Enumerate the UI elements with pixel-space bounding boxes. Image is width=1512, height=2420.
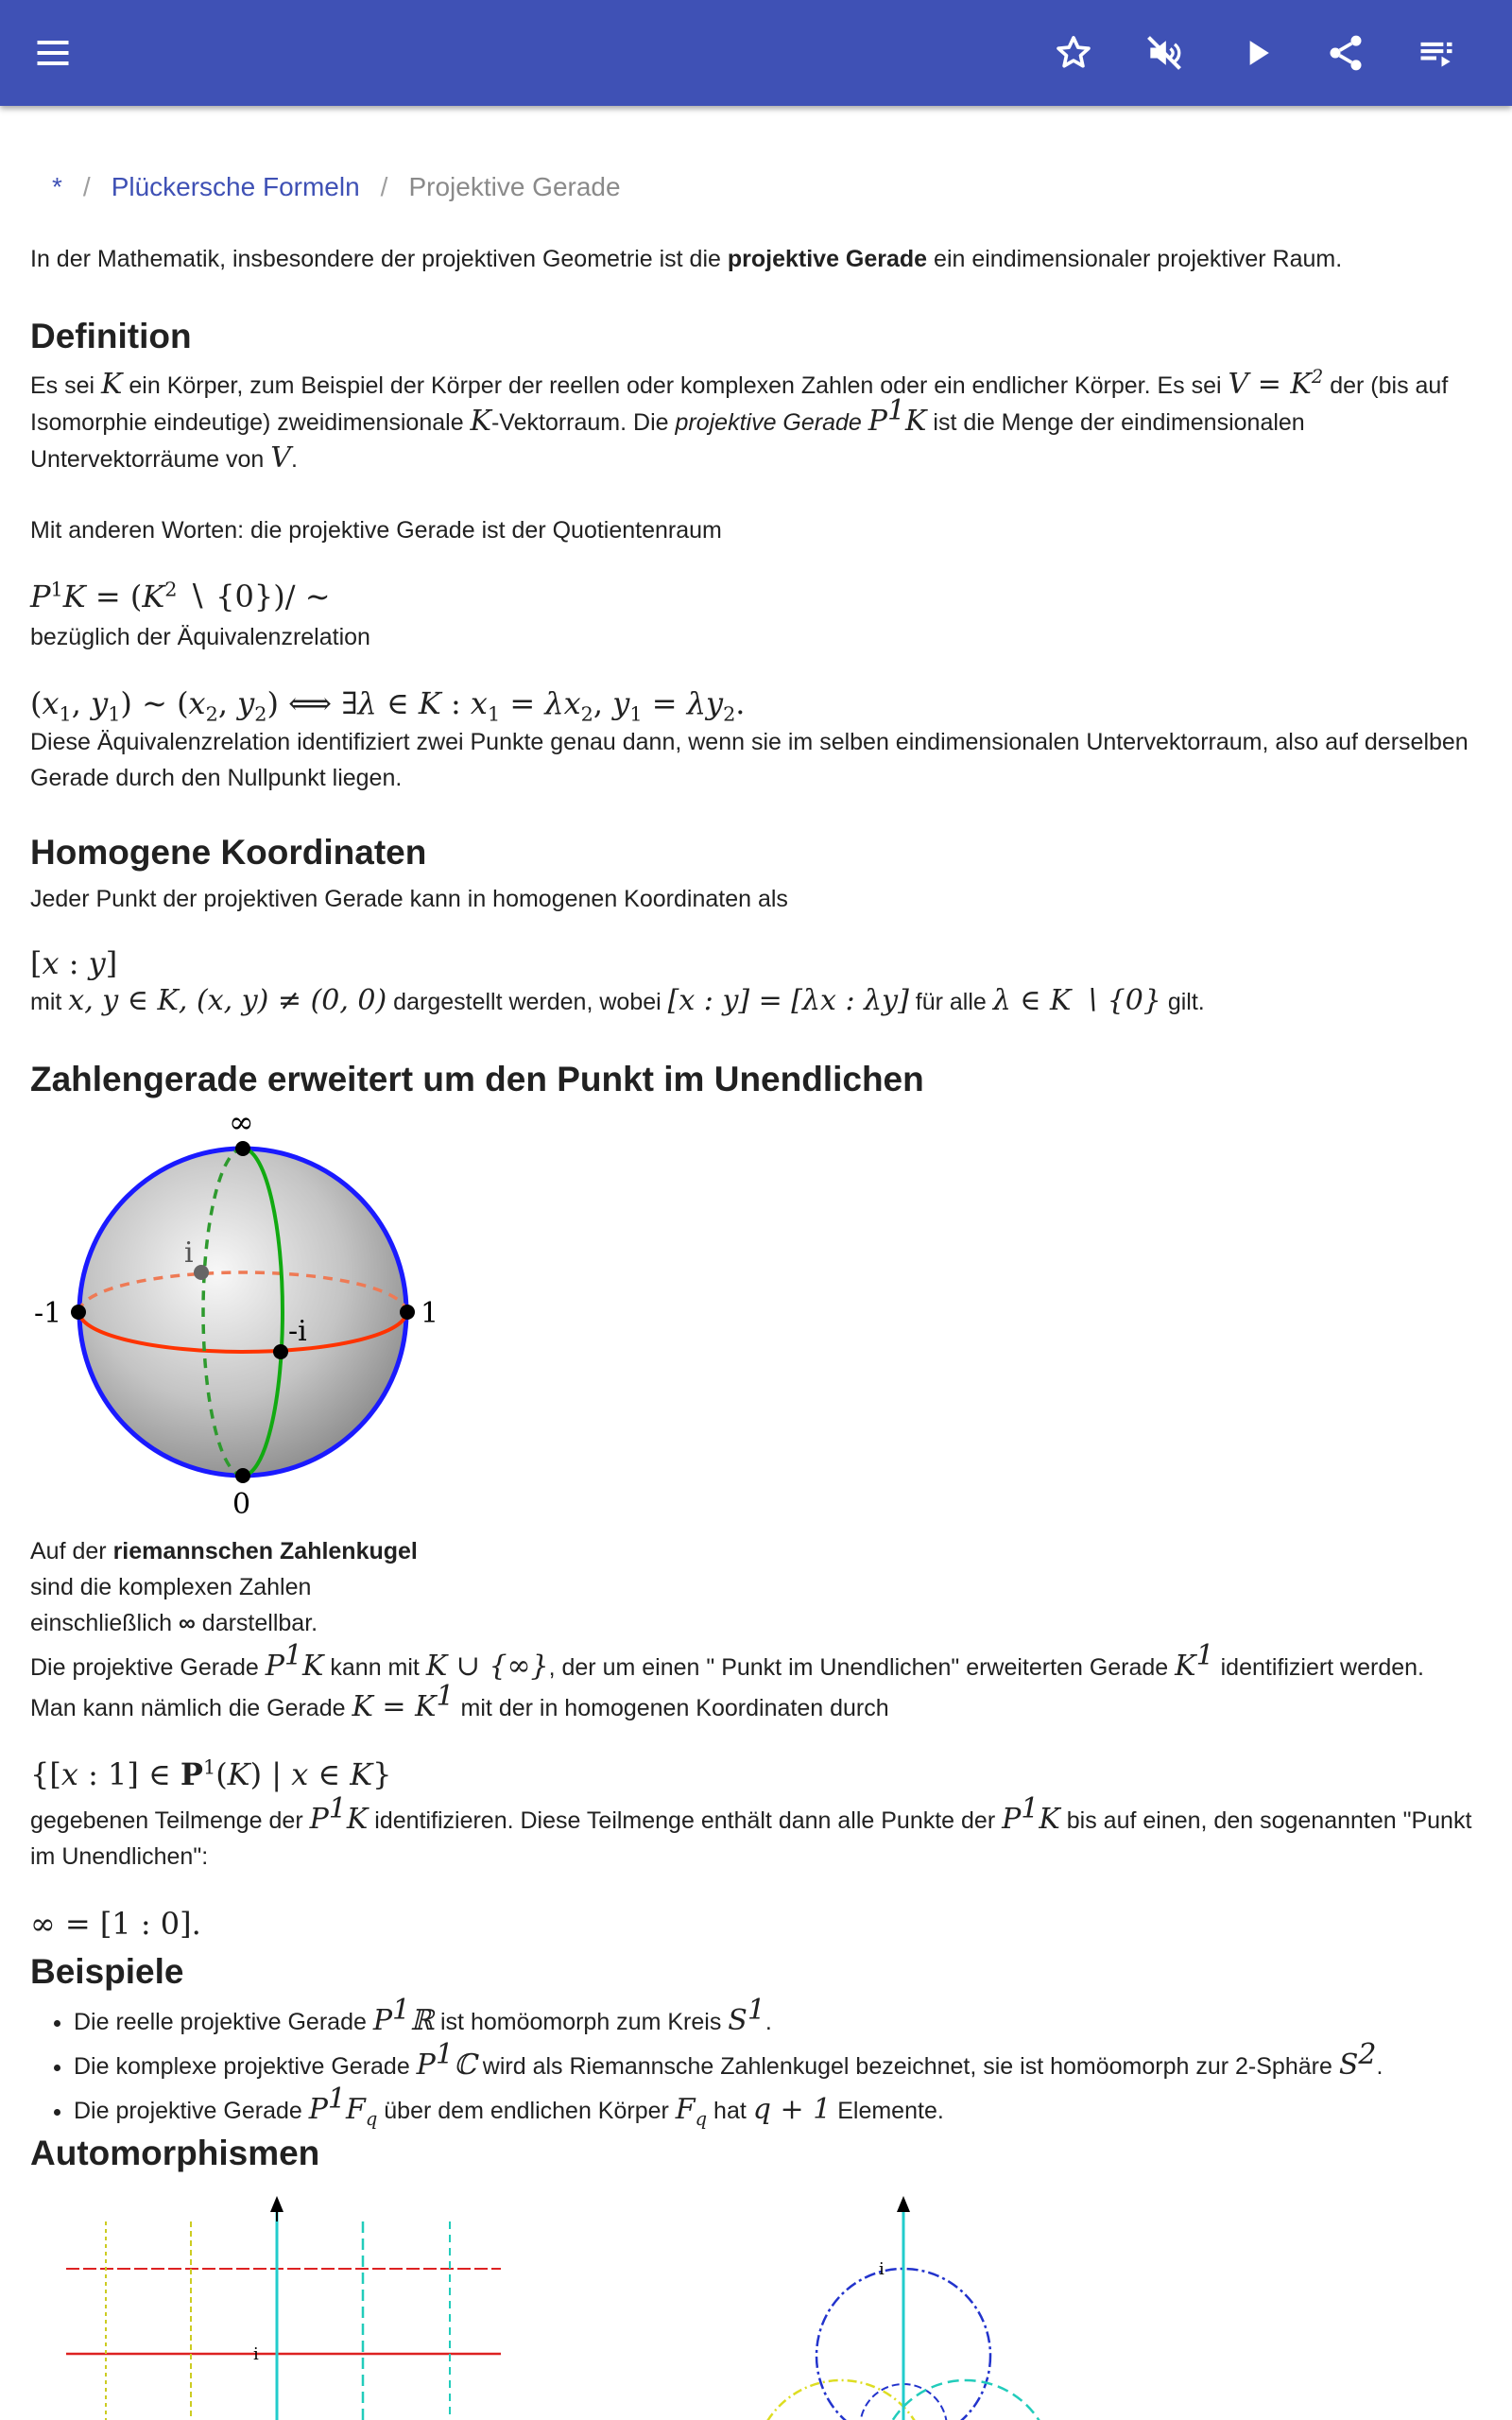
math-K1: $K^1$ (1175, 1639, 1214, 1683)
caption-link[interactable]: riemannschen Zahlenkugel (112, 1538, 418, 1564)
play-icon[interactable] (1228, 25, 1285, 81)
point-zero (235, 1468, 250, 1483)
math-P1K: $P^1K$ (868, 394, 927, 438)
point-infinity (235, 1141, 250, 1156)
intro-paragraph (30, 241, 1486, 277)
share-icon[interactable] (1317, 25, 1374, 81)
math-q-plus-1: q + 1 (752, 2093, 832, 2126)
automorphism-grid-figure (57, 2193, 510, 2420)
playlist-icon[interactable] (1408, 25, 1465, 81)
label-i: i (253, 2344, 259, 2364)
riemann-sphere-figure (28, 1101, 463, 1527)
definition-paragraph-2: Mit anderen Worten: die projektive Gerade ist der Quotientenraum (30, 517, 722, 544)
definition-paragraph (30, 367, 1486, 477)
math-K-equals-K1: $K = K^1$ (352, 1680, 455, 1723)
text: Die projektive Gerade (30, 1654, 266, 1681)
point-minus-i (273, 1344, 288, 1359)
text: ein Körper, zum Beispiel der Körper der reellen oder komplexen Zahlen oder ein endlicher Körper. Es sei (122, 372, 1228, 399)
text: gilt. (1160, 989, 1205, 1015)
label-i: i (879, 2259, 885, 2279)
text: ist die Menge der eindimensionalen Untervektorräume von (30, 409, 1305, 473)
text: Es sei (30, 372, 102, 399)
heading-automorphismen: Automorphismen (30, 2134, 320, 2172)
caption-text: Auf der (30, 1538, 113, 1564)
heading-zahlengerade: Zahlengerade erweitert um den Punkt im Unendlichen (30, 1060, 924, 1098)
math-Fq: $F_q$ (675, 2093, 708, 2130)
app-bar (0, 0, 1512, 106)
homogen-paragraph: Jeder Punkt der projektiven Gerade kann in homogenen Koordinaten als (30, 886, 788, 912)
heading-beispiele: Beispiele (30, 1952, 184, 1991)
text: mit (30, 989, 69, 1015)
label-i: i (184, 1236, 194, 1270)
label-one: 1 (421, 1297, 439, 1330)
list-item (74, 1994, 1491, 2044)
text: Die komplexe projektive Gerade (74, 2053, 417, 2080)
math-V-equals-K2: $V = K^2$ (1228, 366, 1324, 401)
label-zero: 0 (232, 1488, 251, 1521)
math-K: K (101, 368, 123, 401)
text: Man kann nämlich die Gerade (30, 1695, 352, 1721)
zahlengerade-paragraph-2 (30, 1792, 1486, 1875)
automorphism-circles-figure (718, 2193, 1115, 2420)
text: gegebenen Teilmenge der (30, 1807, 310, 1834)
circle-yellow (754, 2380, 928, 2420)
text: identifiziert werden. (1213, 1654, 1424, 1681)
math-P1C: $P^1ℂ$ (416, 2038, 476, 2082)
math-V: V (270, 441, 291, 475)
text: identifizieren. Diese Teilmenge enthält dann alle Punkte der (368, 1807, 1003, 1834)
math-P1K: $P^1K$ (265, 1639, 324, 1683)
math-P1K: $P^1K$ (309, 1792, 369, 1836)
text: für alle (908, 989, 993, 1015)
text: der (bis auf Isomorphie eindeutige) zweidimensionale (30, 372, 1449, 436)
breadcrumb (52, 170, 621, 204)
formula-quotient: $P^1K = (K^2$ ∖ {0})/ ∼ (30, 578, 331, 614)
text: ist homöomorph zum Kreis (434, 2009, 729, 2035)
list-item (74, 2083, 1491, 2133)
definition-paragraph-4: Diese Äquivalenzrelation identifiziert zwei Punkte genau dann, wenn sie im selben eindimensionalen Untervektorraum, also auf derselben Gerade durch den Nullpunkt liegen. (30, 729, 1469, 791)
caption-infinity: ∞ (179, 1610, 196, 1636)
text: bis auf einen, den sogenannten "Punkt im Unendlichen": (30, 1807, 1472, 1870)
breadcrumb-current: Projektive Gerade (408, 172, 621, 201)
homogen-paragraph-2 (30, 983, 1486, 1020)
volume-off-icon[interactable] (1136, 25, 1193, 81)
math-P1K: $P^1K$ (1002, 1792, 1060, 1836)
text: , der um einen " Punkt im Unendlichen" erweiterten Gerade (548, 1654, 1176, 1681)
text: . (290, 446, 298, 473)
text: über dem endlichen Körper (377, 2098, 676, 2124)
math-S2: $S^2$ (1338, 2038, 1377, 2082)
text: dargestellt werden, wobei (387, 989, 668, 1015)
math-lambda: λ ∈ K ∖ {0} (992, 984, 1161, 1017)
label-minus-one: -1 (34, 1297, 62, 1330)
label-minus-i: -i (288, 1315, 307, 1348)
breadcrumb-separator: / (82, 172, 91, 201)
formula-infinity: ∞ = [1 : 0]. (30, 1906, 201, 1942)
axis-arrowhead (270, 2196, 284, 2212)
math-K-union-inf: K ∪ {∞} (425, 1650, 549, 1683)
text: Die projektive Gerade (74, 2098, 309, 2124)
star-outline-icon[interactable] (1045, 25, 1102, 81)
caption-text: darstellbar. (195, 1610, 318, 1636)
text: . (1376, 2053, 1383, 2080)
text: -Vektorraum. Die (490, 409, 676, 436)
math-xy-in-K: x, y ∈ K, (x, y) ≠ (0, 0) (68, 984, 387, 1017)
caption-text: sind die komplexen Zahlen (30, 1574, 312, 1600)
text: . (765, 2009, 772, 2035)
breadcrumb-parent[interactable]: Plückersche Formeln (111, 172, 360, 201)
breadcrumb-separator: / (380, 172, 388, 201)
math-P1R: $P^1ℝ$ (372, 1994, 435, 2037)
axis-arrowhead (897, 2196, 910, 2212)
definition-paragraph-3: bezüglich der Äquivalenzrelation (30, 624, 370, 650)
intro-text: In der Mathematik, insbesondere der projektiven Geometrie ist die (30, 246, 728, 272)
formula-equivalence: ($x_1$, $y_1$) ∼ ($x_2$, $y_2$) ⟺ ∃λ ∈ K : $x_1 = \lambda x_2$, $y_1 = \lambda y_2$. (30, 685, 746, 726)
formula-subset: {[x : 1] ∈ $P^1(K)$ | x ∈ K} (30, 1755, 392, 1792)
beispiele-list (45, 1994, 1491, 2133)
point-one (400, 1305, 415, 1320)
heading-definition: Definition (30, 317, 192, 355)
text: mit der in homogenen Koordinaten durch (454, 1695, 889, 1721)
intro-text: ein eindimensionaler projektiver Raum. (927, 246, 1343, 272)
text: Elemente. (831, 2098, 944, 2124)
text: Die reelle projektive Gerade (74, 2009, 373, 2035)
zahlengerade-paragraph (30, 1639, 1486, 1728)
breadcrumb-home[interactable]: * (52, 172, 62, 201)
italic-term: projektive Gerade (675, 409, 862, 436)
hamburger-menu-icon[interactable] (25, 25, 81, 81)
point-minus-one (71, 1305, 86, 1320)
math-scaling: [x : y] = [λx : λy] (667, 984, 909, 1017)
label-infinity: ∞ (229, 1104, 254, 1140)
math-K: K (470, 405, 491, 438)
math-P1Fq: $P^1F_q$ (308, 2083, 378, 2130)
caption-text: einschließlich (30, 1610, 180, 1636)
point-i (194, 1265, 209, 1280)
heading-homogene-koordinaten: Homogene Koordinaten (30, 833, 427, 872)
formula-homogeneous: [x : y] (30, 945, 118, 981)
sphere-caption (30, 1533, 1486, 1641)
intro-bold-term: projektive Gerade (727, 246, 928, 272)
text: hat (707, 2098, 753, 2124)
text: wird als Riemannsche Zahlenkugel bezeichnet, sie ist homöomorph zur 2-Sphäre (475, 2053, 1339, 2080)
math-S1: $S^1$ (728, 1994, 765, 2037)
sphere-outline (79, 1149, 406, 1476)
text: kann mit (323, 1654, 426, 1681)
list-item (74, 2038, 1491, 2088)
circle-cyan (879, 2380, 1053, 2420)
